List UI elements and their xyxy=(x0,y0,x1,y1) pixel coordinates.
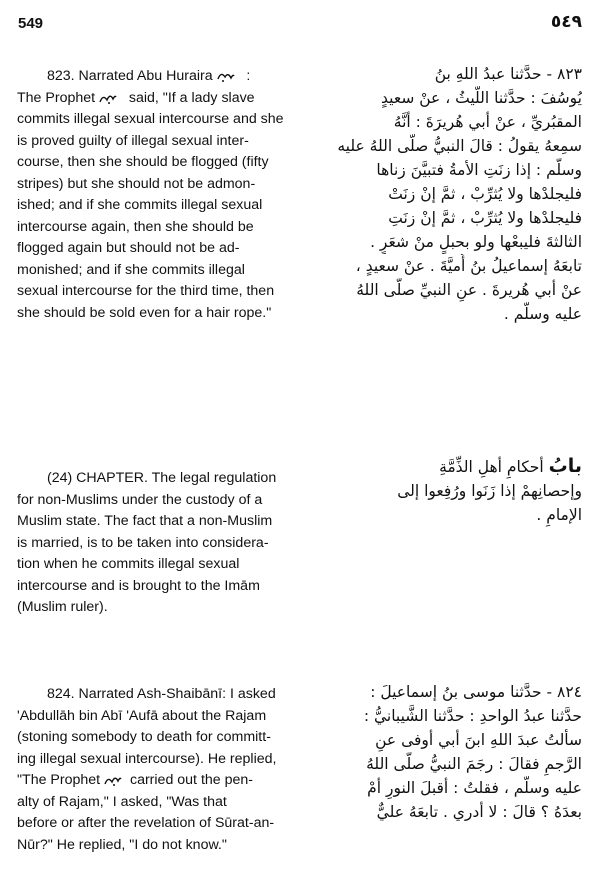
arabic-823-line-2: يُوسُفَ : حدَّثنا اللَّيثُ ، عنْ سعيدٍ xyxy=(381,89,582,107)
hadith-824-line-6: alty of Rajam," I asked, "Was that xyxy=(17,793,227,810)
hadith-824-line-3: (stoning somebody to death for committ- xyxy=(17,729,271,745)
chapter-24-line-4: is married, is to be taken into considera- xyxy=(17,534,269,551)
chapter-heading-bab: بابُ xyxy=(548,455,582,477)
chapter-24-line-5: tion when he commits illegal sexual xyxy=(17,556,240,572)
arabic-823-line-3: المقبُريِّ ، عنْ أبي هُريرَةَ : أنَّهُ xyxy=(393,113,582,131)
arabic-823-line-7: فليجلدْها ولا يُثرِّبْ ، ثمَّ إنْ زنَتِ xyxy=(388,209,582,227)
chapter-24-line-2: for non-Muslims under the custody of a xyxy=(17,491,263,508)
arabic-823-line-11: عليه وسلَّم . xyxy=(503,305,582,323)
chapter-24-line-7: (Muslim ruler). xyxy=(17,599,108,615)
hadith-823-line-9: flogged again but should not be ad- xyxy=(17,240,240,256)
arabic-824-line-2: حدَّثنا عبدُ الواحدِ : حدَّثنا الشَّيبانيُّ : xyxy=(363,707,582,725)
arabic-823-line-5: وسلَّم : إذا زنَتِ الأمةُ فتبيَّنَ زناها xyxy=(376,161,582,179)
chapter-24-line-6: intercourse and is brought to the Imām xyxy=(17,577,260,594)
arabic-823-line-8: الثالثةَ فليبعْها ولو بحبلٍ منْ شعَرٍ . xyxy=(370,233,582,251)
hadith-823-line-8: intercourse again, then she should be xyxy=(17,218,254,235)
arabic-824-line-4: الرَّجمِ فقالَ : رجَمَ النبيُّ صلَّى اللهُ xyxy=(366,755,582,773)
sallallahu-icon xyxy=(99,91,117,105)
hadith-823-line-11: sexual intercourse for the third time, then xyxy=(17,283,275,299)
page-number-english: 549 xyxy=(18,15,44,32)
hadith-824-english xyxy=(17,684,289,856)
hadith-823-line-5: course, then she should be flogged (fifty xyxy=(17,154,269,170)
hadith-824-line-1: 824. Narrated Ash-Shaibānī: I asked xyxy=(47,686,276,702)
arabic-824-line-5: عليه وسلَّم ، فقلتُ : أقبلَ النورِ أمْ xyxy=(367,779,582,797)
hadith-823-line-12: she should be sold even for a hair rope." xyxy=(17,304,272,321)
chapter-24-line-1: (24) CHAPTER. The legal regulation xyxy=(47,470,277,486)
hadith-823-line-2: The Prophet said, "If a lady slave xyxy=(17,89,255,106)
hadith-824-line-5: "The Prophet carried out the pen- xyxy=(17,772,254,788)
chapter-24-arabic xyxy=(300,454,582,527)
hadith-824-line-4: ing illegal sexual intercourse). He replied, xyxy=(17,750,277,767)
hadith-823-line-1: 823. Narrated Abu Huraira : xyxy=(47,68,251,84)
arabic-823-line-9: تابعَهُ إسماعيلُ بنُ أُميَّةَ . عنْ سعيدٍ ، xyxy=(355,257,582,275)
hadith-823-arabic xyxy=(300,62,582,326)
hadith-823-english xyxy=(17,66,289,324)
radiallahu-anhu-icon xyxy=(217,69,235,83)
arabic-chapter-line-2: وإحصانِهمْ إذا زَنَوا ورُفِعوا إلى xyxy=(397,482,582,500)
hadith-823-line-3: commits illegal sexual intercourse and she xyxy=(17,111,284,127)
hadith-823-line-4: is proved guilty of illegal sexual inter- xyxy=(17,132,249,149)
page-number-arabic: ٥٤٩ xyxy=(550,12,582,32)
chapter-24-english xyxy=(17,468,289,619)
arabic-823-line-1: ٨٢٣ - حدَّثنا عبدُ اللهِ بنُ xyxy=(434,65,582,83)
arabic-824-line-6: بعدَهُ ؟ قالَ : لا أدري . تابعَهُ عليٌّ xyxy=(376,803,582,821)
hadith-824-arabic xyxy=(300,680,582,824)
arabic-823-line-10: عنْ أبي هُريرةَ . عنِ النبيِّ صلَّى اللهُ xyxy=(356,281,582,299)
hadith-823-line-6: stripes) but she should not be admon- xyxy=(17,175,256,192)
chapter-24-line-3: Muslim state. The fact that a non-Muslim xyxy=(17,513,273,529)
hadith-824-line-8: Nūr?" He replied, "I do not know." xyxy=(17,836,227,853)
hadith-823-line-7: ished; and if she commits illegal sexual xyxy=(17,197,263,213)
arabic-chapter-line-1: بابُ أحكامِ أهلِ الذِّمَّةِ xyxy=(439,455,582,477)
arabic-823-line-6: فليجلدْها ولا يُثرِّبْ ، ثمَّ إنْ زنَتْ xyxy=(388,185,582,203)
hadith-823-line-10: monished; and if she commits illegal xyxy=(17,261,245,278)
arabic-823-line-4: سمِعهُ يقولُ : قالَ النبيُّ صلَّى اللهُ عليه xyxy=(337,137,582,155)
arabic-824-line-1: ٨٢٤ - حدَّثنا موسى بنُ إسماعيلَ : xyxy=(370,683,582,701)
hadith-824-line-2: 'Abdullāh bin Abī 'Aufā about the Rajam xyxy=(17,707,267,724)
hadith-824-line-7: before or after the revelation of Sūrat-an- xyxy=(17,815,275,831)
arabic-824-line-3: سألتُ عبدَ اللهِ ابنَ أبي أوفى عنِ xyxy=(375,731,582,749)
sallallahu-icon xyxy=(104,773,122,787)
arabic-chapter-line-3: الإمامِ . xyxy=(536,506,582,524)
